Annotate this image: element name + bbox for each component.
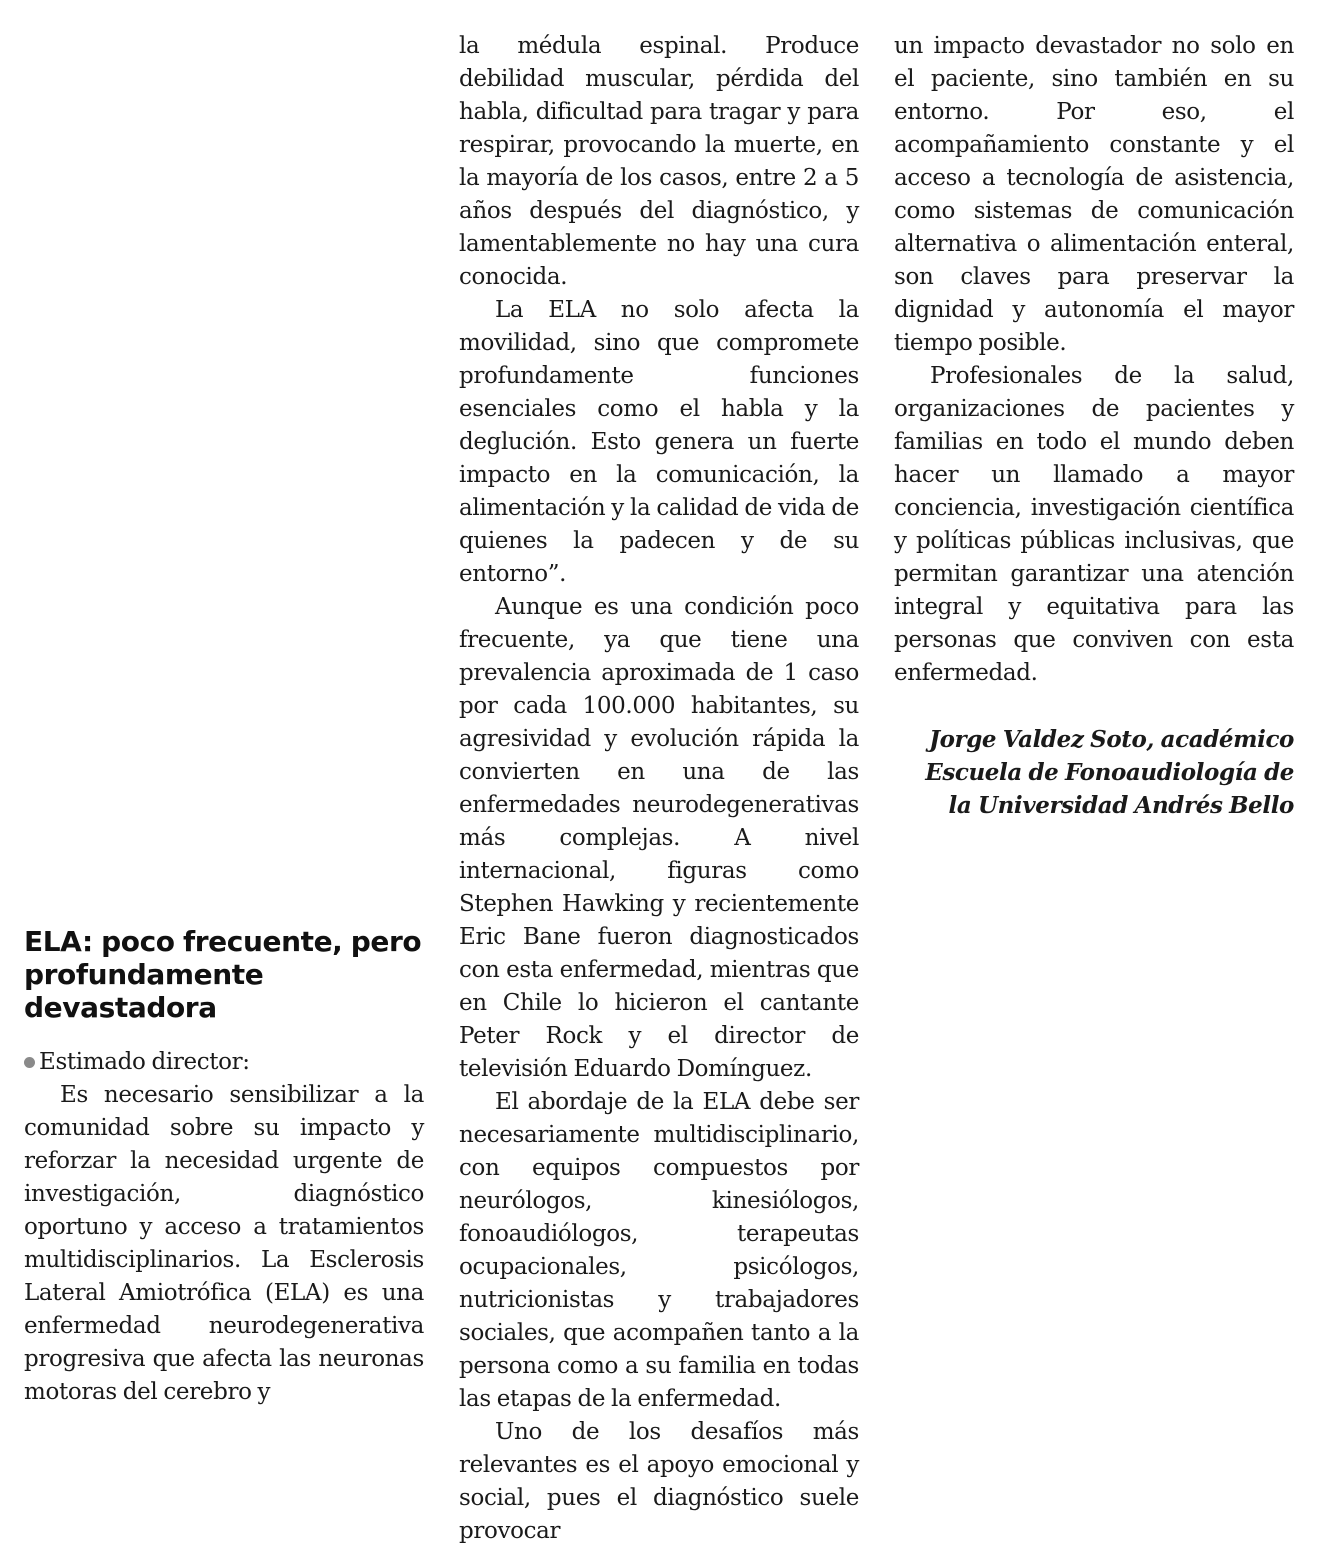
column-3	[894, 30, 1294, 822]
body-paragraph-continued: un impacto devastador no solo en el paciente, sino también en su entorno. Por eso, el acompañamiento constante y el acceso a tecnología de asistencia, como sistemas de comunicación alternativa o alimentación enteral, son claves para preservar la dignidad y autonomía el mayor tiempo posible.	[894, 33, 1294, 356]
body-paragraph: Aunque es una condición poco frecuente, ya que tiene una prevalencia aproximada de 1 caso por cada 100.000 habitantes, su agresividad y evolución rápida la convierten en una de las enfermedades neurodegenerativas más complejas. A nivel internacional, figuras como Stephen Hawking y recientemente Eric Bane fueron diagnosticados con esta enfermedad, mientras que en Chile lo hicieron el cantante Peter Rock y el director de televisión Eduardo Domínguez.	[459, 594, 859, 1082]
column-1	[24, 925, 424, 1409]
salutation-text: Estimado director:	[39, 1049, 250, 1075]
letter-headline: ELA: poco frecuente, pero profundamente devastadora	[24, 925, 422, 1024]
column-2	[459, 30, 859, 1548]
body-paragraph-continued: la médula espinal. Produce debilidad muscular, pérdida del habla, dificultad para tragar y para respirar, provocando la muerte, en la mayoría de los casos, entre 2 a 5 años después del diagnóstico, y lamentablemente no hay una cura conocida.	[459, 33, 859, 290]
body-paragraph: Uno de los desafíos más relevantes es el apoyo emocional y social, pues el diagnóstico suele provocar	[459, 1419, 859, 1544]
letter-signature: Jorge Valdez Soto, académico Escuela de Fonoaudiología de la Universidad Andrés Bello	[925, 726, 1294, 819]
body-paragraph: Es necesario sensibilizar a la comunidad sobre su impacto y reforzar la necesidad urgente de investigación, diagnóstico oportuno y acceso a tratamientos multidisciplinarios. La Esclerosis Lateral Amiotrófica (ELA) es una enfermedad neurodegenerativa progresiva que afecta las neuronas motoras del cerebro y	[24, 1082, 424, 1405]
salutation	[24, 1046, 424, 1079]
bullet-icon	[24, 1057, 35, 1068]
body-paragraph: El abordaje de la ELA debe ser necesariamente multidisciplinario, con equipos compuestos por neurólogos, kinesiólogos, fonoaudiólogos, terapeutas ocupacionales, psicólogos, nutricionistas y trabajadores sociales, que acompañen tanto a la persona como a su familia en todas las etapas de la enfermedad.	[459, 1089, 859, 1412]
body-paragraph: Profesionales de la salud, organizaciones de pacientes y familias en todo el mundo deben hacer un llamado a mayor conciencia, investigación científica y políticas públicas inclusivas, que permitan garantizar una atención integral y equitativa para las personas que conviven con esta enfermedad.	[894, 363, 1294, 686]
body-paragraph: La ELA no solo afecta la movilidad, sino que compromete profundamente funciones esenciales como el habla y la deglución. Esto genera un fuerte impacto en la comunicación, la alimentación y la calidad de vida de quienes la padecen y de su entorno”.	[459, 297, 859, 587]
